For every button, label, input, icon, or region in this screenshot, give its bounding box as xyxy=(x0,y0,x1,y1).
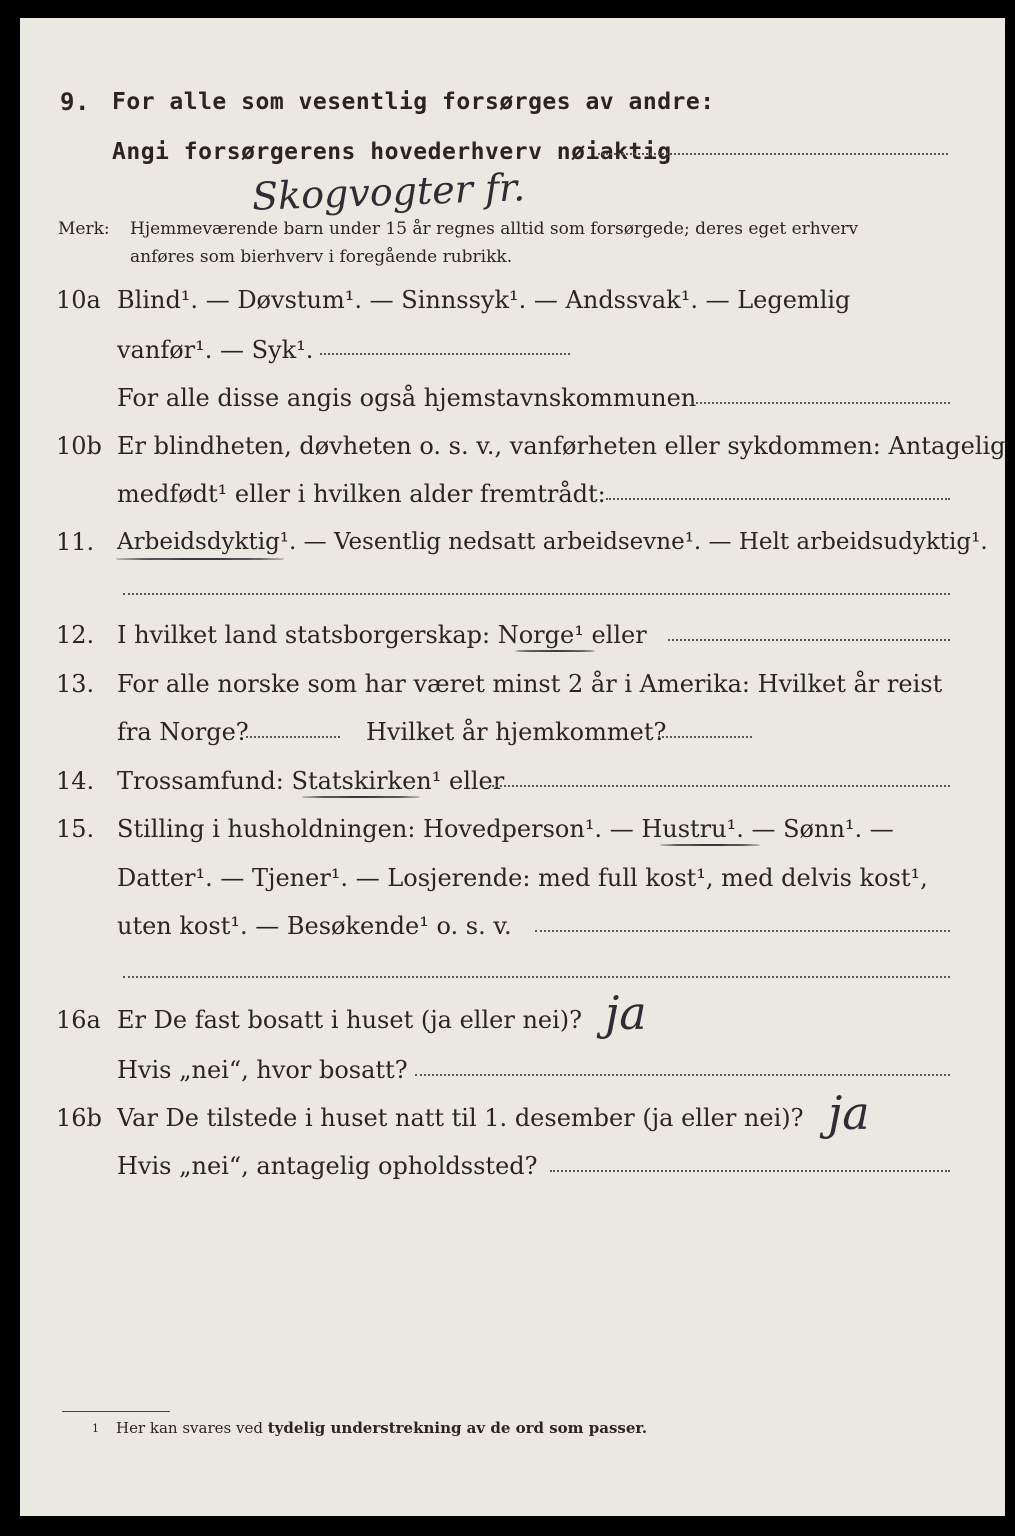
census-form-page xyxy=(20,18,1005,1516)
q9-number: 9. xyxy=(60,88,90,116)
q16b-answer-line xyxy=(550,1168,950,1172)
q10a-number: 10a xyxy=(56,286,101,314)
q10a-answer-line xyxy=(320,351,570,355)
q15-answer-line xyxy=(535,928,950,932)
q15-number: 15. xyxy=(56,815,95,843)
q16a-number: 16a xyxy=(56,1006,101,1034)
q16a-line1: Er De fast bosatt i huset (ja eller nei)? xyxy=(117,1006,583,1034)
q10b-line2: medfødt¹ eller i hvilken alder fremtrådt: xyxy=(117,480,606,508)
q11-answer-line xyxy=(123,591,950,595)
q10b-line1: Er blindheten, døvheten o. s. v., vanførheten eller sykdommen: Antagelig xyxy=(117,432,1006,460)
footnote-mark: 1 xyxy=(92,1422,99,1435)
merk-label: Merk: xyxy=(58,219,110,239)
q12-number: 12. xyxy=(56,621,95,649)
q10a-line1: Blind¹. — Døvstum¹. — Sinnssyk¹. — Andssvak¹. — Legemlig xyxy=(117,286,851,314)
q16a-answer-line xyxy=(415,1072,950,1076)
q15-extra-line xyxy=(123,974,950,978)
q13-return-line xyxy=(658,734,752,738)
q12-line1: I hvilket land statsborgerskap: Norge¹ eller xyxy=(117,621,647,649)
q9-heading: For alle som vesentlig forsørges av andre: xyxy=(112,89,715,115)
q13-line2b: Hvilket år hjemkommet? xyxy=(366,718,667,746)
footnote-text-a: Her kan svares ved xyxy=(116,1419,268,1437)
q15-line2: Datter¹. — Tjener¹. — Losjerende: med full kost¹, med delvis kost¹, xyxy=(117,864,928,892)
q15-line3: uten kost¹. — Besøkende¹ o. s. v. xyxy=(117,912,512,940)
q15-underline-mark xyxy=(660,844,760,846)
q11-number: 11. xyxy=(56,528,95,556)
q9-handwritten-answer: Skogvogter fr. xyxy=(251,165,526,219)
merk-line2: anføres som bierhverv i foregående rubrikk. xyxy=(130,247,513,267)
q9-instruction: Angi forsørgerens hovederhverv nøiaktig xyxy=(112,139,672,165)
q13-departure-line xyxy=(246,734,340,738)
q12-answer-line xyxy=(668,637,950,641)
q14-line1: Trossamfund: Statskirken¹ eller xyxy=(117,767,505,795)
q10b-number: 10b xyxy=(56,432,102,460)
q11-line1: Arbeidsdyktig¹. — Vesentlig nedsatt arbeidsevne¹. — Helt arbeidsudyktig¹. xyxy=(117,529,988,555)
footnote-text xyxy=(116,1419,647,1437)
q12-underline-mark xyxy=(515,650,595,652)
q10a-municipality-line xyxy=(692,400,950,404)
merk-line1: Hjemmeværende barn under 15 år regnes alltid som forsørgede; deres eget erhverv xyxy=(130,219,859,239)
q10b-answer-line xyxy=(606,496,950,500)
footnote-rule xyxy=(62,1411,170,1412)
footnote-text-b: tydelig understrekning av de ord som passer. xyxy=(267,1419,648,1437)
q13-line1: For alle norske som har været minst 2 år i Amerika: Hvilket år reist xyxy=(117,670,943,698)
q10a-line2: vanfør¹. — Syk¹. xyxy=(117,336,314,364)
q15-line1: Stilling i husholdningen: Hovedperson¹. — Hustru¹. — Sønn¹. — xyxy=(117,815,894,843)
q14-number: 14. xyxy=(56,767,95,795)
q16a-line2: Hvis „nei“, hvor bosatt? xyxy=(117,1056,408,1084)
q10a-line3: For alle disse angis også hjemstavnskommunen xyxy=(117,384,697,412)
q16b-number: 16b xyxy=(56,1104,102,1132)
q16b-line2: Hvis „nei“, antagelig opholdssted? xyxy=(117,1152,538,1180)
q11-underline-mark xyxy=(116,558,284,560)
q14-underline-mark xyxy=(302,796,420,798)
q16b-line1: Var De tilstede i huset natt til 1. desember (ja eller nei)? xyxy=(117,1104,804,1132)
q16a-handwritten-answer: ja xyxy=(605,986,647,1040)
q14-answer-line xyxy=(492,783,950,787)
q16b-handwritten-answer: ja xyxy=(828,1086,870,1140)
q13-number: 13. xyxy=(56,670,95,698)
q9-answer-line xyxy=(598,151,948,155)
q13-line2a: fra Norge? xyxy=(117,718,249,746)
